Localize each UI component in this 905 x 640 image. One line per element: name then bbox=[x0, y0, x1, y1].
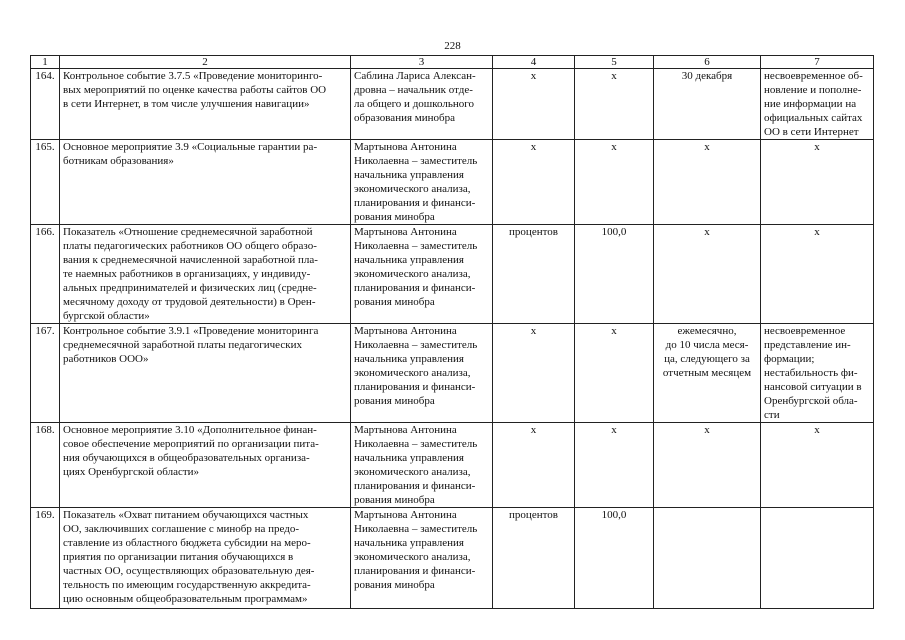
term-cell: х bbox=[654, 423, 761, 508]
event-name: Показатель «Охват питанием обучающихся частных ОО, заключивших соглашение с минобр на предо- ставление из областного бюджета субсидии на меро- приятия по организации питания обучающихся в частных ОО, осуществляющих образовательную дея- тельность по имеющим государственную аккредита- цию основным общеобразовательным программам» bbox=[60, 508, 351, 609]
risk-cell: х bbox=[761, 140, 874, 225]
row-number: 169. bbox=[31, 508, 60, 609]
value-cell: х bbox=[575, 69, 654, 140]
page-number: 228 bbox=[444, 40, 461, 52]
table-row bbox=[31, 423, 874, 508]
value-cell: 100,0 bbox=[575, 225, 654, 324]
value-cell: х bbox=[575, 140, 654, 225]
column-header: 7 bbox=[761, 56, 874, 69]
table-row bbox=[31, 508, 874, 609]
responsible-person: Мартынова Антонина Николаевна – заместитель начальника управления экономического анализа, планирования и финанси- рования минобра bbox=[351, 423, 493, 508]
risk-cell: х bbox=[761, 225, 874, 324]
column-header: 4 bbox=[493, 56, 575, 69]
event-name: Основное мероприятие 3.9 «Социальные гарантии ра- ботникам образования» bbox=[60, 140, 351, 225]
risk-cell: несвоевременное представление ин- формации; нестабильность фи- нансовой ситуации в Оренбургской обла- сти bbox=[761, 324, 874, 423]
unit-cell: х bbox=[493, 423, 575, 508]
responsible-person: Мартынова Антонина Николаевна – заместитель начальника управления экономического анализа, планирования и финанси- рования минобра bbox=[351, 324, 493, 423]
row-number: 166. bbox=[31, 225, 60, 324]
event-name: Контрольное событие 3.9.1 «Проведение мониторинга среднемесячной заработной платы педагогических работников ООО» bbox=[60, 324, 351, 423]
row-number: 168. bbox=[31, 423, 60, 508]
responsible-person: Мартынова Антонина Николаевна – заместитель начальника управления экономического анализа, планирования и финанси- рования минобра bbox=[351, 140, 493, 225]
column-header: 2 bbox=[60, 56, 351, 69]
responsible-person: Мартынова Антонина Николаевна – заместитель начальника управления экономического анализа, планирования и финанси- рования минобра bbox=[351, 225, 493, 324]
unit-cell: процентов bbox=[493, 508, 575, 609]
unit-cell: х bbox=[493, 140, 575, 225]
column-header: 3 bbox=[351, 56, 493, 69]
event-name: Показатель «Отношение среднемесячной заработной платы педагогических работников ОО общего образо- вания к среднемесячной начисленной заработной пла- те наемных работников в организациях, у индивиду- альных предпринимателей и физических лиц (средне- месячному доходу от трудовой деятельности) в Орен- бургской области» bbox=[60, 225, 351, 324]
unit-cell: х bbox=[493, 69, 575, 140]
term-cell: х bbox=[654, 225, 761, 324]
risk-cell: несвоевременное об- новление и пополне- ние информации на официальных сайтах ОО в сети Интернет bbox=[761, 69, 874, 140]
table-row bbox=[31, 140, 874, 225]
term-cell: х bbox=[654, 140, 761, 225]
column-header: 5 bbox=[575, 56, 654, 69]
table-header-row bbox=[31, 56, 874, 69]
unit-cell: х bbox=[493, 324, 575, 423]
table-row bbox=[31, 69, 874, 140]
term-cell: ежемесячно, до 10 числа меся- ца, следующего за отчетным месяцем bbox=[654, 324, 761, 423]
column-header: 1 bbox=[31, 56, 60, 69]
risk-cell: х bbox=[761, 423, 874, 508]
value-cell: х bbox=[575, 324, 654, 423]
row-number: 165. bbox=[31, 140, 60, 225]
responsible-person: Мартынова Антонина Николаевна – заместитель начальника управления экономического анализа, планирования и финанси- рования минобра bbox=[351, 508, 493, 609]
table-row bbox=[31, 225, 874, 324]
responsible-person: Саблина Лариса Алексан- дровна – начальник отде- ла общего и дошкольного образования минобра bbox=[351, 69, 493, 140]
unit-cell: процентов bbox=[493, 225, 575, 324]
row-number: 167. bbox=[31, 324, 60, 423]
term-cell bbox=[654, 508, 761, 609]
table-row bbox=[31, 324, 874, 423]
term-cell: 30 декабря bbox=[654, 69, 761, 140]
row-number: 164. bbox=[31, 69, 60, 140]
column-header: 6 bbox=[654, 56, 761, 69]
event-name: Основное мероприятие 3.10 «Дополнительное финан- совое обеспечение мероприятий по организации пита- ния обучающихся в общеобразовательных организа- циях Оренбургской области» bbox=[60, 423, 351, 508]
plan-table bbox=[30, 55, 874, 609]
value-cell: х bbox=[575, 423, 654, 508]
value-cell: 100,0 bbox=[575, 508, 654, 609]
risk-cell bbox=[761, 508, 874, 609]
event-name: Контрольное событие 3.7.5 «Проведение мониторинго- вых мероприятий по оценке качества работы сайтов ОО в сети Интернет, в том числе улучшения навигации» bbox=[60, 69, 351, 140]
